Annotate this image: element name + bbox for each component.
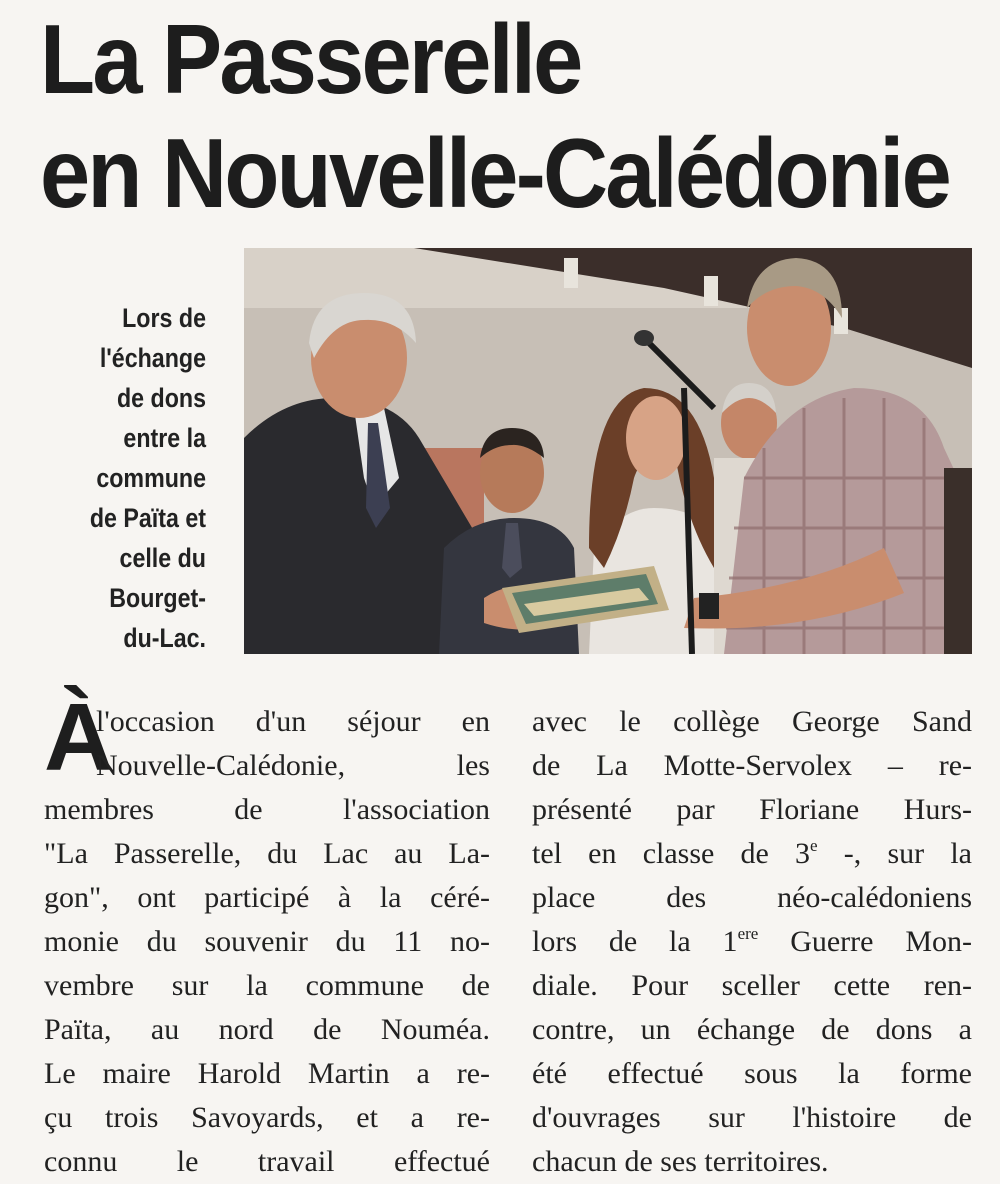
caption-line: du-Lac. (123, 623, 206, 653)
headline-line-1: La Passerelle (40, 4, 581, 114)
body-line: çu trois Savoyards, et a re- (44, 1101, 490, 1134)
article-column-1 (44, 700, 490, 1184)
photo-caption (63, 298, 206, 658)
caption-line: Bourget- (109, 583, 206, 613)
caption-line: entre la (123, 423, 206, 453)
body-line: diale. Pour sceller cette ren- (532, 969, 972, 1002)
caption-line: de Païta et (89, 503, 206, 533)
superscript: e (810, 836, 818, 855)
headline (40, 2, 949, 230)
body-line: présenté par Floriane Hurs- (532, 793, 972, 826)
body-text: lors de la 1 (532, 925, 738, 958)
news-photo (244, 248, 972, 654)
article-column-2 (532, 700, 972, 1184)
body-line: été effectué sous la forme (532, 1057, 972, 1090)
body-line: connu le travail effectué (44, 1145, 490, 1178)
caption-line: celle du (119, 543, 206, 573)
caption-line: commune (96, 463, 206, 493)
body-line: d'ouvrages sur l'histoire de (532, 1101, 972, 1134)
body-line: gon", ont participé à la céré- (44, 881, 490, 914)
body-line: contre, un échange de dons a (532, 1013, 972, 1046)
body-line: de La Motte-Servolex – re- (532, 749, 972, 782)
caption-line: de dons (116, 383, 206, 413)
body-line: l'occasion d'un séjour en (96, 705, 490, 738)
body-line: Nouvelle-Calédonie, les (96, 749, 490, 782)
body-line: membres de l'association (44, 793, 490, 826)
body-line: Païta, au nord de Nouméa. (44, 1013, 490, 1046)
body-line: place des néo-calédoniens (532, 881, 972, 914)
headline-line-2: en Nouvelle-Calédonie (40, 118, 949, 228)
body-text: Guerre Mon- (758, 925, 972, 958)
body-line: avec le collège George Sand (532, 705, 972, 738)
photo-illustration (244, 248, 972, 654)
caption-line: l'échange (99, 343, 206, 373)
body-line: "La Passerelle, du Lac au La- (44, 837, 490, 870)
superscript: ere (737, 924, 759, 943)
body-line (532, 920, 972, 964)
drop-cap: À (44, 684, 114, 791)
body-line: Le maire Harold Martin a re- (44, 1057, 490, 1090)
body-line (532, 832, 972, 876)
body-line: vembre sur la commune de (44, 969, 490, 1002)
body-line: chacun de ses territoires. (532, 1145, 829, 1178)
body-line: monie du souvenir du 11 no- (44, 925, 490, 958)
body-text: tel en classe de 3 (532, 837, 811, 870)
caption-line: Lors de (122, 303, 206, 333)
body-text: -, sur la (817, 837, 972, 870)
